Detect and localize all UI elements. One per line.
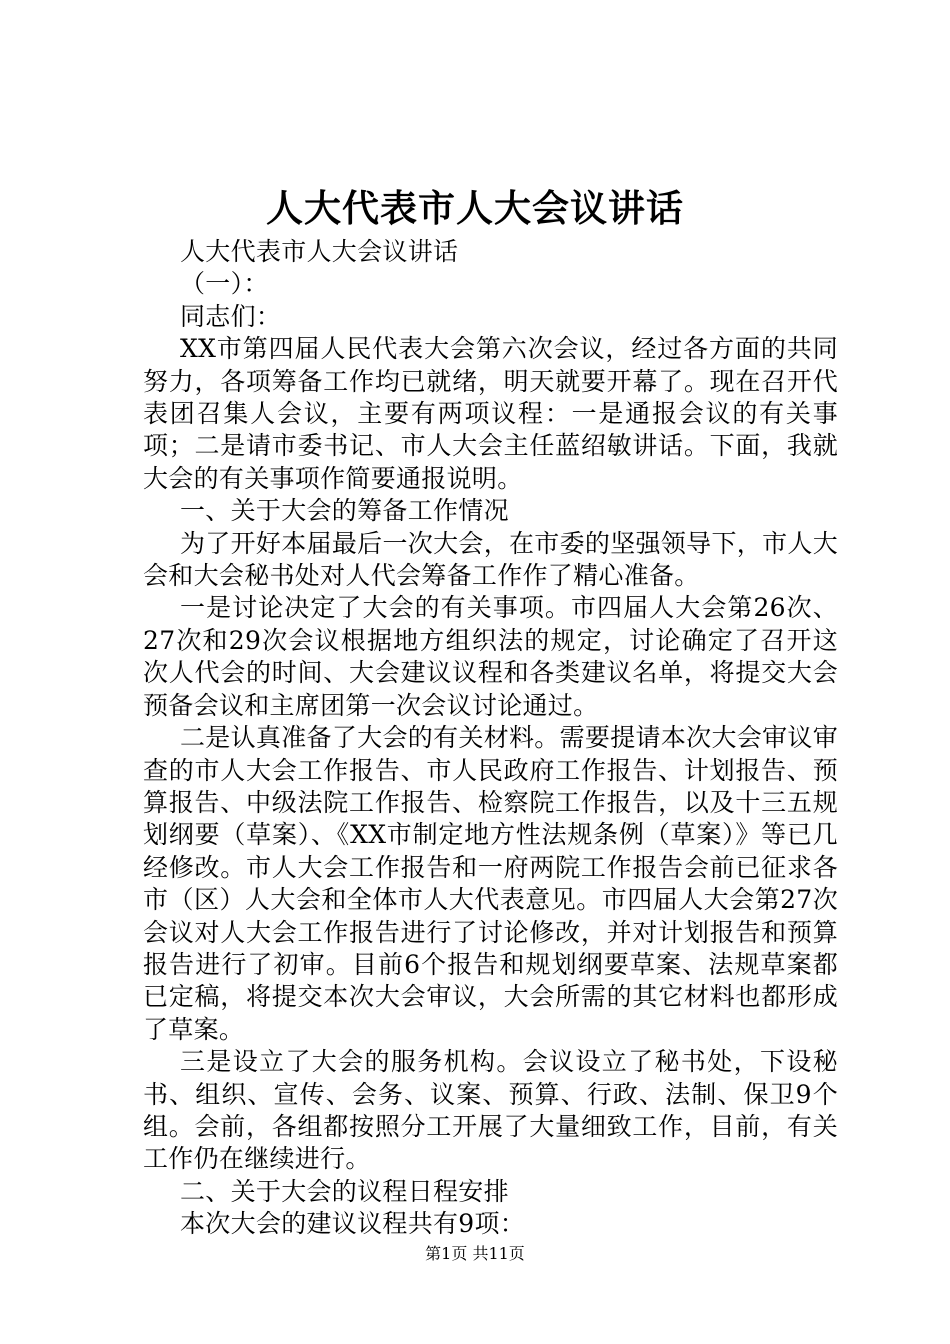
salutation: 同志们： [180,301,282,331]
section-heading-agenda: 二、关于大会的议程日程安排 [180,1176,509,1206]
body-paragraph: 三是设立了大会的服务机构。会议设立了秘书处，下设秘书、组织、宣传、会务、议案、预算、行政、法制、保卫9个组。会前，各组都按照分工开展了大量细致工作，目前，有关工作仍在继续进行。 [143,1047,838,1174]
page-footer: 第1页 共11页 [425,1244,525,1263]
document-title: 人大代表市人大会议讲话 [266,186,684,230]
body-paragraph: 一是讨论决定了大会的有关事项。市四届人大会第26次、27次和29次会议根据地方组织法的规定，讨论确定了召开这次人代会的时间、大会建议议程和各类建议名单，将提交大会预备会议和主席团第一次会议讨论通过。 [143,593,838,720]
body-paragraph: 为了开好本届最后一次大会，在市委的坚强领导下，市人大会和大会秘书处对人代会筹备工作作了精心准备。 [143,528,838,591]
document-body [143,236,838,1241]
body-paragraph: 二是认真准备了大会的有关材料。需要提请本次大会审议审查的市人大会工作报告、市人民政府工作报告、计划报告、预算报告、中级法院工作报告、检察院工作报告，以及十三五规划纲要（草案）、《XX市制定地方性法规条例（草案）》等已几经修改。市人大会工作报告和一府两院工作报告会前已征求各市（区）人大会和全体市人大代表意见。市四届人大会第27次会议对人大会工作报告进行了讨论修改，并对计划报告和预算报告进行了初审。目前6个报告和规划纲要草案、法规草案都已定稿，将提交本次大会审议，大会所需的其它材料也都形成了草案。 [143,723,838,1044]
section-marker: （一）： [180,269,269,299]
body-paragraph: XX市第四届人民代表大会第六次会议，经过各方面的共同努力，各项筹备工作均已就绪，明天就要开幕了。现在召开代表团召集人会议，主要有两项议程：一是通报会议的有关事项；二是请市委书记、市人大会主任蓝绍敏讲话。下面，我就大会的有关事项作简要通报说明。 [143,334,838,493]
body-paragraph: 本次大会的建议议程共有9项： [180,1209,526,1239]
subtitle-paragraph: 人大代表市人大会议讲话 [180,237,459,266]
section-heading-preparation: 一、关于大会的筹备工作情况 [180,496,509,526]
